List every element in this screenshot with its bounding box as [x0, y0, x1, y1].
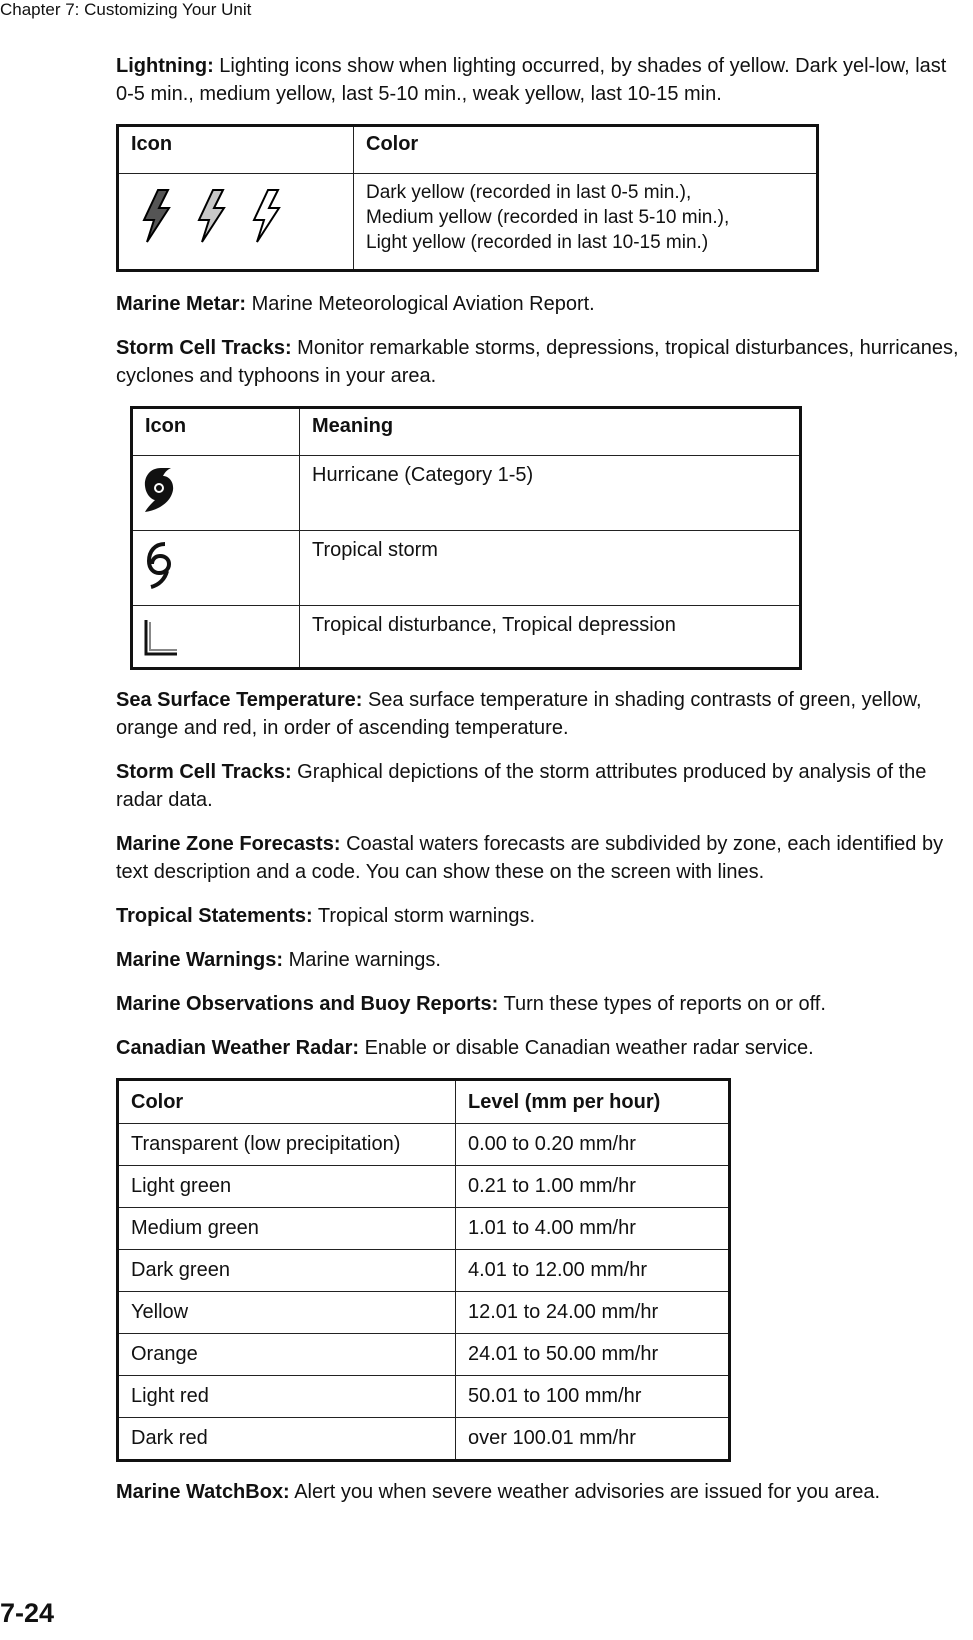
marine-warnings-title: Marine Warnings: — [116, 949, 284, 971]
header-color: Color — [118, 1080, 456, 1124]
storm-table — [130, 406, 802, 670]
level-cell: 4.01 to 12.00 mm/hr — [456, 1250, 730, 1292]
sea-surface-text: Sea surface temperature in shading contrasts of green, yellow, orange and red, in order of ascending temperature. — [116, 689, 922, 739]
marine-zone-text: Coastal waters forecasts are subdivided by zone, each identified by text description and a code. You can show these on the screen with lines. — [116, 833, 944, 883]
color-cell: Transparent (low precipitation) — [118, 1124, 456, 1166]
color-cell: Light green — [118, 1166, 456, 1208]
meaning-cell: Tropical disturbance, Tropical depression — [300, 606, 801, 669]
color-cell: Orange — [118, 1334, 456, 1376]
marine-zone-title: Marine Zone Forecasts: — [116, 833, 341, 855]
tropical-statements-title: Tropical Statements: — [116, 905, 313, 927]
lightning-text: Lighting icons show when lighting occurred, by shades of yellow. Dark yel-low, last 0-5 min., medium yellow, last 5-10 min., weak yellow, last 10-15 min. — [116, 55, 947, 105]
marine-zone-paragraph — [116, 830, 966, 886]
meaning-cell: Hurricane (Category 1-5) — [300, 456, 801, 531]
storm-cell-tracks-2-title: Storm Cell Tracks: — [116, 761, 292, 783]
header-level: Level (mm per hour) — [456, 1080, 730, 1124]
table-header-row — [118, 1080, 730, 1124]
canadian-radar-text: Enable or disable Canadian weather radar service. — [359, 1037, 814, 1059]
radar-table — [116, 1078, 731, 1462]
header-color: Color — [354, 126, 818, 174]
tropical-statements-text: Tropical storm warnings. — [312, 905, 536, 927]
table-row — [118, 1418, 730, 1461]
header-meaning: Meaning — [300, 408, 801, 456]
table-row — [118, 1250, 730, 1292]
lightning-icons — [131, 180, 301, 250]
table-row — [118, 1334, 730, 1376]
lightning-paragraph — [116, 52, 966, 108]
marine-observations-paragraph — [116, 990, 966, 1018]
page-header: Chapter 7: Customizing Your Unit — [0, 0, 252, 19]
page-number: 7-24 — [0, 1598, 55, 1628]
color-cell: Dark green — [118, 1250, 456, 1292]
page-content — [116, 52, 966, 1522]
lightning-dark-icon — [144, 190, 169, 242]
canadian-radar-title: Canadian Weather Radar: — [116, 1037, 360, 1059]
color-line: Light yellow (recorded in last 10-15 min.) — [366, 232, 709, 253]
sea-surface-paragraph — [116, 686, 966, 742]
tropical-storm-icon — [141, 539, 177, 591]
marine-metar-text: Marine Meteorological Aviation Report. — [246, 293, 595, 315]
color-line: Dark yellow (recorded in last 0-5 min.), — [366, 182, 692, 203]
color-cell: Light red — [118, 1376, 456, 1418]
hurricane-icon — [141, 464, 177, 516]
marine-watchbox-text: Alert you when severe weather advisories are issued for you area. — [289, 1481, 881, 1503]
lightning-light-icon — [254, 190, 279, 242]
storm-cell-tracks-title: Storm Cell Tracks: — [116, 337, 292, 359]
marine-warnings-paragraph — [116, 946, 966, 974]
table-row — [118, 1166, 730, 1208]
color-cell: Yellow — [118, 1292, 456, 1334]
tropical-disturbance-icon — [141, 614, 181, 660]
level-cell: over 100.01 mm/hr — [456, 1418, 730, 1461]
marine-warnings-text: Marine warnings. — [283, 949, 441, 971]
level-cell: 50.01 to 100 mm/hr — [456, 1376, 730, 1418]
table-row — [118, 1208, 730, 1250]
marine-watchbox-paragraph — [116, 1478, 966, 1506]
table-row — [118, 1292, 730, 1334]
lightning-color-cell — [354, 174, 818, 271]
color-line: Medium yellow (recorded in last 5-10 min.), — [366, 207, 730, 228]
table-header-row — [132, 408, 801, 456]
storm-cell-tracks-text: Monitor remarkable storms, depressions, tropical disturbances, hurricanes, cyclones and typhoons in your area. — [116, 337, 959, 387]
marine-watchbox-title: Marine WatchBox: — [116, 1481, 290, 1503]
table-row — [118, 174, 818, 271]
storm-cell-tracks-paragraph — [116, 334, 966, 390]
table-row — [132, 531, 801, 606]
table-row — [118, 1124, 730, 1166]
lightning-icons-cell — [118, 174, 354, 271]
marine-observations-text: Turn these types of reports on or off. — [498, 993, 826, 1015]
lightning-medium-icon — [199, 190, 224, 242]
marine-metar-paragraph — [116, 290, 966, 318]
icon-cell — [132, 606, 300, 669]
marine-metar-title: Marine Metar: — [116, 293, 247, 315]
icon-cell — [132, 531, 300, 606]
table-header-row — [118, 126, 818, 174]
color-cell: Medium green — [118, 1208, 456, 1250]
marine-observations-title: Marine Observations and Buoy Reports: — [116, 993, 499, 1015]
storm-cell-tracks-2-text: Graphical depictions of the storm attributes produced by analysis of the radar data. — [116, 761, 927, 811]
table-row — [132, 606, 801, 669]
table-row — [132, 456, 801, 531]
tropical-statements-paragraph — [116, 902, 966, 930]
meaning-cell: Tropical storm — [300, 531, 801, 606]
level-cell: 1.01 to 4.00 mm/hr — [456, 1208, 730, 1250]
table-row — [118, 1376, 730, 1418]
level-cell: 0.21 to 1.00 mm/hr — [456, 1166, 730, 1208]
header-icon: Icon — [118, 126, 354, 174]
level-cell: 12.01 to 24.00 mm/hr — [456, 1292, 730, 1334]
icon-cell — [132, 456, 300, 531]
lightning-table — [116, 124, 819, 272]
canadian-radar-paragraph — [116, 1034, 966, 1062]
color-cell: Dark red — [118, 1418, 456, 1461]
level-cell: 0.00 to 0.20 mm/hr — [456, 1124, 730, 1166]
lightning-title: Lightning: — [116, 55, 214, 77]
storm-cell-tracks-2-paragraph — [116, 758, 966, 814]
header-icon: Icon — [132, 408, 300, 456]
level-cell: 24.01 to 50.00 mm/hr — [456, 1334, 730, 1376]
sea-surface-title: Sea Surface Temperature: — [116, 689, 363, 711]
